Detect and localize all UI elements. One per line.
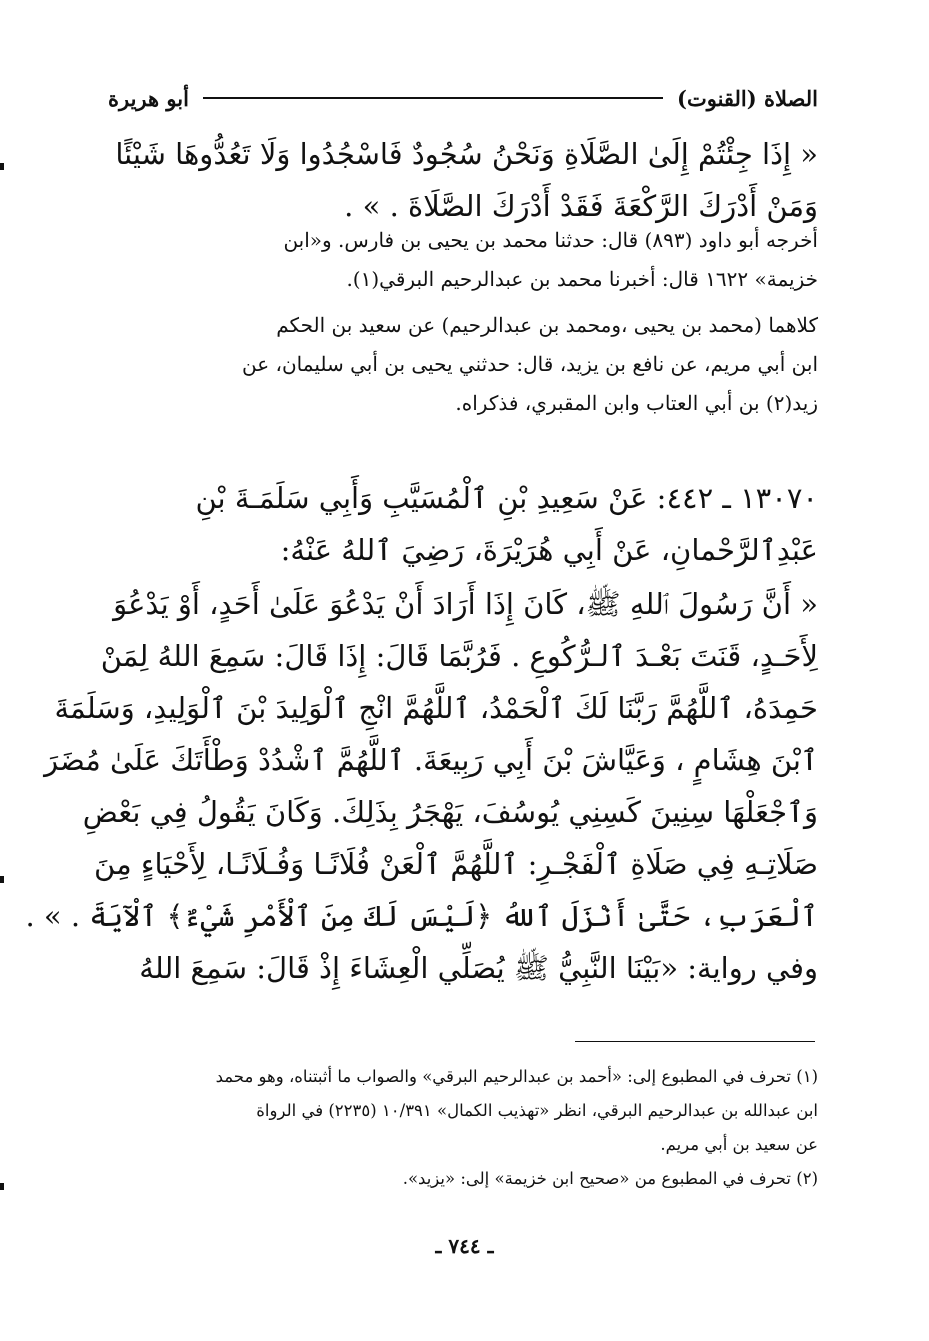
text-line: صَلَاتِـهِ فِي صَلَاةِ ٱلْفَجْـرِ: ٱللَّهُمَّ ٱلْعَنْ فُلَانًـا وَفُـلَانًـا، لِأَحْيَاءٍ مِنَ: [94, 847, 818, 881]
footnote-line: (١) تحرف في المطبوع إلى: «أحمد بن عبدالرحيم البرقي» والصواب ما أثبتناه، وهو محمد: [215, 1067, 818, 1086]
text-line: وَمَنْ أَدْرَكَ الرَّكْعَةَ فَقَدْ أَدْرَكَ الصَّلَاةَ . » .: [344, 189, 818, 223]
text-line: وفي رواية: «بَيْنَا النَّبِيُّ ﷺ يُصَلِّي الْعِشَاءَ إِذْ قَالَ: سَمِعَ اللهُ: [139, 951, 818, 985]
text-line: ١٣٠٧٠ ـ ٤٤٢: عَنْ سَعِيدِ بْنِ ٱلْمُسَيَّبِ وَأَبِي سَلَمَـةَ بْنِ: [195, 481, 818, 515]
text-line: خزيمة» ١٦٢٢ قال: أخبرنا محمد بن عبدالرحيم البرقي(١).: [346, 267, 818, 291]
scan-margin-mark: [0, 1183, 4, 1190]
footnote-line: (٢) تحرف في المطبوع من «صحيح ابن خزيمة» إلى: «يزيد».: [402, 1169, 818, 1188]
scan-margin-mark: [0, 163, 4, 170]
takhrij-paragraph-1: [108, 221, 818, 299]
page-number: ـ ٧٤٤ ـ: [435, 1234, 494, 1258]
text-line: زيد(٢) بن أبي العتاب وابن المقبري، فذكراه.: [455, 391, 818, 415]
footnotes: [108, 1060, 818, 1196]
takhrij-paragraph-2: [108, 306, 818, 423]
footnote-line: ابن عبدالله بن عبدالرحيم البرقي، انظر «تهذيب الكمال» ١٠/٣٩١ (٢٢٣٥) في الرواة: [256, 1101, 818, 1120]
text-line: حَمِدَهُ، ٱللَّهُمَّ رَبَّنَا لَكَ ٱلْحَمْدُ، ٱللَّهُمَّ انْجِ ٱلْوَلِيدَ بْنَ ٱلْوَلِيدِ، وَسَلَمَةَ: [54, 691, 818, 725]
text-line: ابن أبي مريم، عن نافع بن يزيد، قال: حدثني يحيى بن أبي سليمان، عن: [242, 352, 818, 376]
hadith-matn: [25, 578, 818, 994]
text-line: « إِذَا جِئْتُمْ إِلَىٰ الصَّلَاةِ وَنَحْنُ سُجُودٌ فَاسْجُدُوا وَلَا تَعُدُّوهَا شَيْئًا: [115, 137, 818, 171]
text-line: ٱبْنَ هِشَامٍ ، وَعَيَّاشَ بْنَ أَبِي رَبِيعَةَ. ٱللَّهُمَّ ٱشْدُدْ وَطْأَتَكَ عَلَىٰ مُضَرَ: [44, 743, 818, 777]
text-line: وَٱجْعَلْهَا سِنِينَ كَسِنِي يُوسُفَ، يَهْجَرُ بِذَلِكَ. وَكَانَ يَقُولُ فِي بَعْضِ: [82, 795, 818, 829]
text-line: عَبْدِٱلرَّحْمانِ، عَنْ أَبِي هُرَيْرَةَ، رَضِيَ ٱللهُ عَنْهُ:: [280, 533, 818, 567]
running-header: [108, 80, 818, 116]
text-line: كلاهما (محمد بن يحيى ،ومحمد بن عبدالرحيم) عن سعيد بن الحكم: [276, 313, 818, 337]
header-rule: [203, 97, 663, 99]
header-narrator-title: أبو هريرة: [108, 85, 189, 111]
text-line: أخرجه أبو داود (٨٩٣) قال: حدثنا محمد بن يحيى بن فارس. و«ابن: [283, 228, 818, 252]
hadith-isnad: [108, 472, 818, 576]
text-line: ٱلْعَرَبِ، حَتَّىٰ أَنْزَلَ ٱللهُ ﴿لَيْسَ لَكَ مِنَ ٱلْأَمْرِ شَيْءٌ﴾ ٱلْآيَةَ . » .: [25, 899, 818, 933]
scan-margin-mark: [0, 876, 4, 883]
text-line: « أَنَّ رَسُولَ ٱللهِ ﷺ، كَانَ إِذَا أَرَادَ أَنْ يَدْعُوَ عَلَىٰ أَحَدٍ، أَوْ يَدْعُوَ: [113, 587, 818, 621]
hadith-text-continued: [108, 128, 818, 232]
footnote-line: عن سعيد بن أبي مريم.: [660, 1135, 818, 1154]
header-chapter-title: الصلاة (القنوت): [677, 85, 818, 111]
footnote-separator: [575, 1041, 815, 1042]
text-line: لِأَحَـدٍ، قَنَتَ بَعْـدَ ٱلـرُّكُوعِ . فَرُبَّمَا قَالَ: إِذَا قَالَ: سَمِعَ اللهُ لِمَنْ: [100, 639, 818, 673]
